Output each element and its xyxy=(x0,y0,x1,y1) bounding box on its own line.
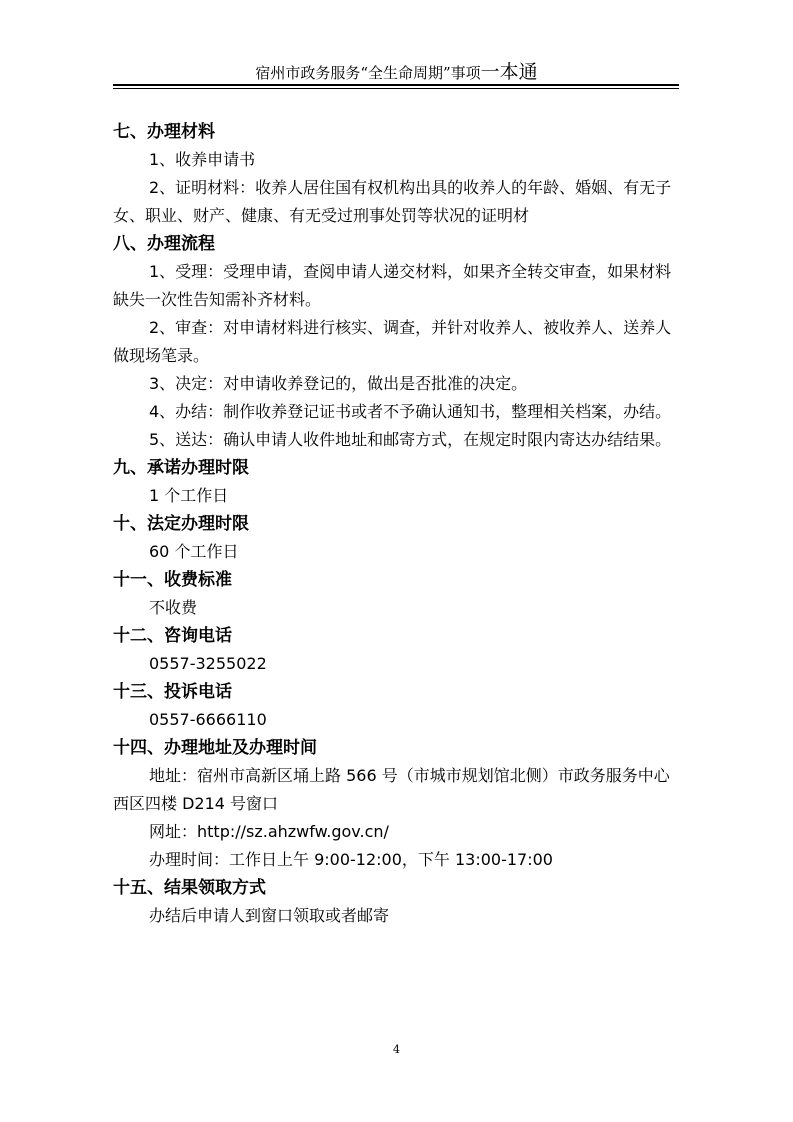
paragraph: 3、决定：对申请收养登记的，做出是否批准的决定。 xyxy=(149,374,528,393)
paragraph: 0557-6666110 xyxy=(149,710,267,729)
paragraph: 办理时间：工作日上午 9:00-12:00，下午 13:00-17:00 xyxy=(149,850,553,869)
paragraph: 1 个工作日 xyxy=(149,486,229,505)
paragraph: 地址：宿州市高新区埇上路 566 号（市城市规划馆北侧）市政务服务中心西区四楼 D214 号窗口 xyxy=(113,766,670,813)
page-number: 4 xyxy=(393,1043,400,1056)
section-heading-promised-time: 九、承诺办理时限 xyxy=(113,458,249,478)
page-header xyxy=(0,57,793,84)
section-heading-process: 八、办理流程 xyxy=(113,234,215,254)
header-rule-thin xyxy=(113,88,679,89)
document-body xyxy=(113,118,683,930)
section-heading-complaint-phone: 十三、投诉电话 xyxy=(113,682,232,702)
paragraph: 不收费 xyxy=(149,598,198,617)
section-heading-legal-time: 十、法定办理时限 xyxy=(113,514,249,534)
paragraph: 2、证明材料：收养人居住国有权机构出具的收养人的年龄、婚姻、有无子女、职业、财产、健康、有无受过刑事处罚等状况的证明材 xyxy=(113,178,672,225)
section-heading-materials: 七、办理材料 xyxy=(113,122,215,142)
paragraph: 5、送达：确认申请人收件地址和邮寄方式，在规定时限内寄达办结结果。 xyxy=(149,430,672,449)
header-title-suffix: 一本通 xyxy=(480,61,538,83)
paragraph: 2、审查：对申请材料进行核实、调查，并针对收养人、被收养人、送养人做现场笔录。 xyxy=(113,318,672,365)
paragraph: 1、收养申请书 xyxy=(149,150,256,169)
paragraph: 1、受理：受理申请，查阅申请人递交材料，如果齐全转交审查，如果材料缺失一次性告知需补齐材料。 xyxy=(113,262,672,309)
paragraph: 0557-3255022 xyxy=(149,654,267,673)
header-title-prefix: 宿州市政务服务“全生命周期”事项 xyxy=(255,64,481,82)
section-heading-fees: 十一、收费标准 xyxy=(113,570,232,590)
paragraph: 办结后申请人到窗口领取或者邮寄 xyxy=(149,906,390,925)
section-heading-address-hours: 十四、办理地址及办理时间 xyxy=(113,738,317,758)
section-heading-result-pickup: 十五、结果领取方式 xyxy=(113,878,266,898)
paragraph: 4、办结：制作收养登记证书或者不予确认通知书，整理相关档案，办结。 xyxy=(149,402,672,421)
section-heading-inquiry-phone: 十二、咨询电话 xyxy=(113,626,232,646)
paragraph: 网址：http://sz.ahzwfw.gov.cn/ xyxy=(149,822,389,841)
header-rule-thick xyxy=(113,84,679,86)
paragraph: 60 个工作日 xyxy=(149,542,239,561)
